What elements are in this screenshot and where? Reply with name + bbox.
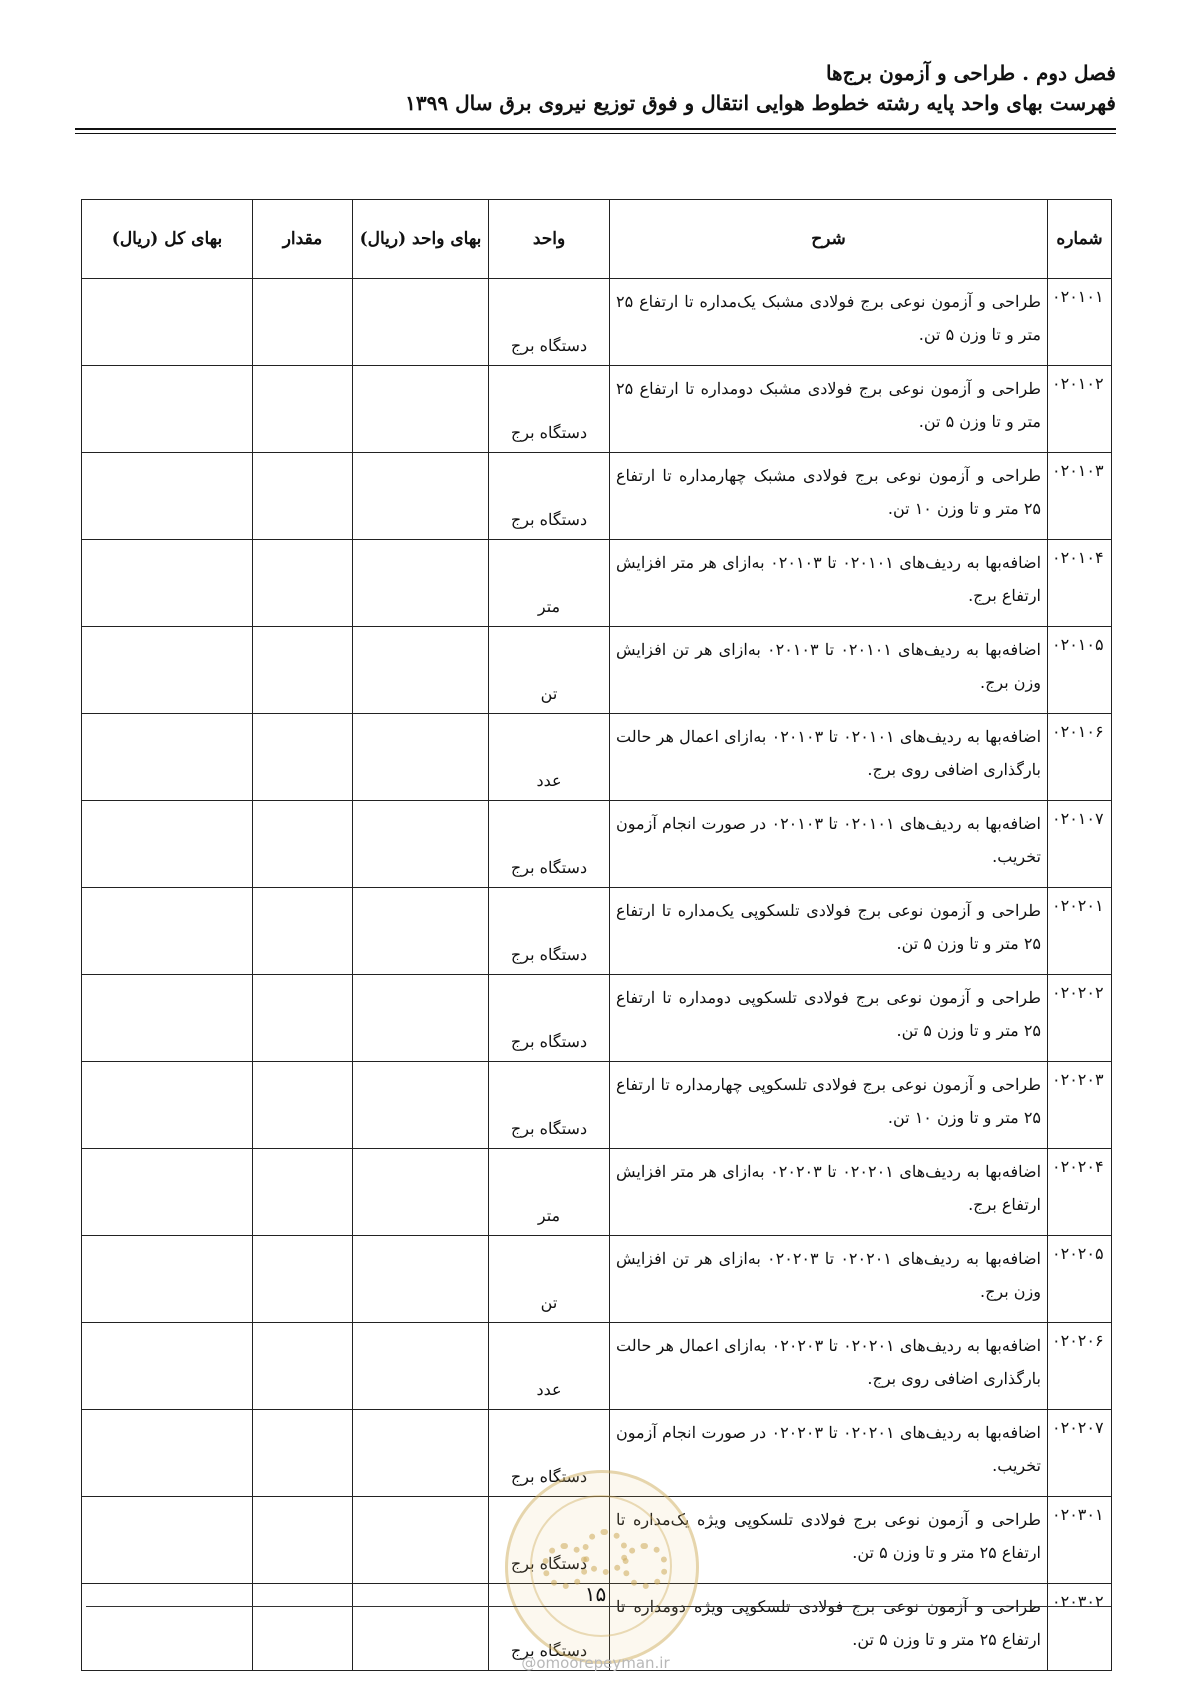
row-code: ۰۲۰۲۰۳ [1048,1062,1112,1149]
row-quantity [253,1236,353,1323]
row-total-price [82,1497,253,1584]
row-quantity [253,714,353,801]
row-quantity [253,1323,353,1410]
row-unit-price [353,801,489,888]
col-header-unit-price: بهای واحد (ریال) [353,200,489,279]
col-header-total-price: بهای کل (ریال) [82,200,253,279]
row-unit-price [353,1236,489,1323]
row-quantity [253,366,353,453]
row-quantity [253,1410,353,1497]
row-unit: دستگاه برج [489,1497,610,1584]
table-row [82,1149,1112,1236]
row-total-price [82,453,253,540]
row-code: ۰۲۰۳۰۱ [1048,1497,1112,1584]
row-description: اضافه‌بها به ردیف‌های ۰۲۰۱۰۱ تا ۰۲۰۱۰۳ به‌ازای هر متر افزایش ارتفاع برج. [610,540,1048,627]
watermark-seal [505,1470,699,1664]
row-unit-price [353,453,489,540]
document-subtitle: فهرست بهای واحد پایه رشته خطوط هوایی انتقال و فوق توزیع نیروی برق سال ۱۳۹۹ [405,91,1116,115]
row-total-price [82,714,253,801]
row-description: طراحی و آزمون نوعی برج فولادی تلسکوپی ویژه یک‌مداره تا ارتفاع ۲۵ متر و تا وزن ۵ تن. [610,1497,1048,1584]
row-unit: دستگاه برج [489,1062,610,1149]
row-description: اضافه‌بها به ردیف‌های ۰۲۰۲۰۱ تا ۰۲۰۲۰۳ به‌ازای اعمال هر حالت بارگذاری اضافی روی برج. [610,1323,1048,1410]
row-code: ۰۲۰۳۰۲ [1048,1584,1112,1671]
row-description: اضافه‌بها به ردیف‌های ۰۲۰۱۰۱ تا ۰۲۰۱۰۳ به‌ازای اعمال هر حالت بارگذاری اضافی روی برج. [610,714,1048,801]
page-header [405,58,1116,118]
row-unit: متر [489,1149,610,1236]
row-quantity [253,627,353,714]
header-rule-thin [75,133,1116,134]
row-description: اضافه‌بها به ردیف‌های ۰۲۰۲۰۱ تا ۰۲۰۲۰۳ به‌ازای هر متر افزایش ارتفاع برج. [610,1149,1048,1236]
row-unit: دستگاه برج [489,279,610,366]
row-unit-price [353,627,489,714]
footer-rule [86,1606,1111,1607]
row-unit: عدد [489,1323,610,1410]
row-unit-price [353,714,489,801]
row-total-price [82,366,253,453]
row-unit-price [353,279,489,366]
row-unit-price [353,975,489,1062]
row-description: طراحی و آزمون نوعی برج فولادی مشبک دومداره تا ارتفاع ۲۵ متر و تا وزن ۵ تن. [610,366,1048,453]
row-code: ۰۲۰۲۰۱ [1048,888,1112,975]
table-row [82,540,1112,627]
table-row [82,1236,1112,1323]
row-description: اضافه‌بها به ردیف‌های ۰۲۰۲۰۱ تا ۰۲۰۲۰۳ در صورت انجام آزمون تخریب. [610,1410,1048,1497]
row-code: ۰۲۰۱۰۱ [1048,279,1112,366]
table-row [82,1062,1112,1149]
row-quantity [253,1497,353,1584]
row-total-price [82,1149,253,1236]
row-total-price [82,540,253,627]
row-total-price [82,1323,253,1410]
table-row [82,714,1112,801]
row-total-price [82,627,253,714]
row-code: ۰۲۰۱۰۶ [1048,714,1112,801]
page-number: ۱۵ [584,1582,607,1606]
col-header-quantity: مقدار [253,200,353,279]
row-description: طراحی و آزمون نوعی برج فولادی تلسکوپی یک‌مداره تا ارتفاع ۲۵ متر و تا وزن ۵ تن. [610,888,1048,975]
row-code: ۰۲۰۱۰۴ [1048,540,1112,627]
row-unit-price [353,1497,489,1584]
row-unit: تن [489,627,610,714]
col-header-description: شرح [610,200,1048,279]
row-description: طراحی و آزمون نوعی برج فولادی مشبک یک‌مداره تا ارتفاع ۲۵ متر و تا وزن ۵ تن. [610,279,1048,366]
table-row [82,1323,1112,1410]
row-unit-price [353,1149,489,1236]
row-quantity [253,1149,353,1236]
row-unit: دستگاه برج [489,888,610,975]
row-code: ۰۲۰۱۰۷ [1048,801,1112,888]
row-unit-price [353,366,489,453]
row-unit-price [353,540,489,627]
col-header-unit: واحد [489,200,610,279]
row-unit-price [353,1410,489,1497]
table-row [82,453,1112,540]
row-description: اضافه‌بها به ردیف‌های ۰۲۰۱۰۱ تا ۰۲۰۱۰۳ به‌ازای هر تن افزایش وزن برج. [610,627,1048,714]
row-unit: دستگاه برج [489,1410,610,1497]
table-row [82,975,1112,1062]
row-description: طراحی و آزمون نوعی برج فولادی مشبک چهارمداره تا ارتفاع ۲۵ متر و تا وزن ۱۰ تن. [610,453,1048,540]
table-row [82,888,1112,975]
row-description: اضافه‌بها به ردیف‌های ۰۲۰۱۰۱ تا ۰۲۰۱۰۳ در صورت انجام آزمون تخریب. [610,801,1048,888]
row-code: ۰۲۰۲۰۵ [1048,1236,1112,1323]
col-header-number: شماره [1048,200,1112,279]
row-total-price [82,801,253,888]
table-header-row [82,200,1112,279]
row-unit: دستگاه برج [489,453,610,540]
row-total-price [82,279,253,366]
row-unit-price [353,1323,489,1410]
chapter-title: فصل دوم . طراحی و آزمون برج‌ها [825,61,1116,85]
row-unit: متر [489,540,610,627]
row-quantity [253,888,353,975]
row-total-price [82,888,253,975]
row-unit-price [353,1062,489,1149]
row-description: اضافه‌بها به ردیف‌های ۰۲۰۲۰۱ تا ۰۲۰۲۰۳ به‌ازای هر تن افزایش وزن برج. [610,1236,1048,1323]
price-list-table [81,199,1112,1671]
gear-icon [582,1529,628,1575]
table-row [82,801,1112,888]
table-row [82,366,1112,453]
row-code: ۰۲۰۲۰۴ [1048,1149,1112,1236]
row-description: طراحی و آزمون نوعی برج فولادی تلسکوپی چهارمداره تا ارتفاع ۲۵ متر و تا وزن ۱۰ تن. [610,1062,1048,1149]
table-row [82,627,1112,714]
row-total-price [82,1410,253,1497]
row-quantity [253,453,353,540]
row-quantity [253,1062,353,1149]
row-code: ۰۲۰۱۰۵ [1048,627,1112,714]
row-quantity [253,801,353,888]
header-rule-thick [75,128,1116,130]
row-unit: دستگاه برج [489,801,610,888]
row-unit-price [353,888,489,975]
row-unit: دستگاه برج [489,975,610,1062]
row-code: ۰۲۰۲۰۲ [1048,975,1112,1062]
row-total-price [82,1236,253,1323]
row-quantity [253,540,353,627]
row-code: ۰۲۰۱۰۳ [1048,453,1112,540]
row-total-price [82,1062,253,1149]
table-row [82,279,1112,366]
row-code: ۰۲۰۲۰۶ [1048,1323,1112,1410]
row-code: ۰۲۰۱۰۲ [1048,366,1112,453]
row-total-price [82,975,253,1062]
row-quantity [253,975,353,1062]
row-quantity [253,279,353,366]
row-description: طراحی و آزمون نوعی برج فولادی تلسکوپی ویژه دومداره تا ارتفاع ۲۵ متر و تا وزن ۵ تن. [610,1584,1048,1671]
row-unit: دستگاه برج [489,366,610,453]
watermark-site: @omoorepeyman.ir [521,1654,670,1672]
row-description: طراحی و آزمون نوعی برج فولادی تلسکوپی دومداره تا ارتفاع ۲۵ متر و تا وزن ۵ تن. [610,975,1048,1062]
row-unit: دستگاه برج [489,1584,610,1671]
row-unit: عدد [489,714,610,801]
row-unit: تن [489,1236,610,1323]
row-code: ۰۲۰۲۰۷ [1048,1410,1112,1497]
